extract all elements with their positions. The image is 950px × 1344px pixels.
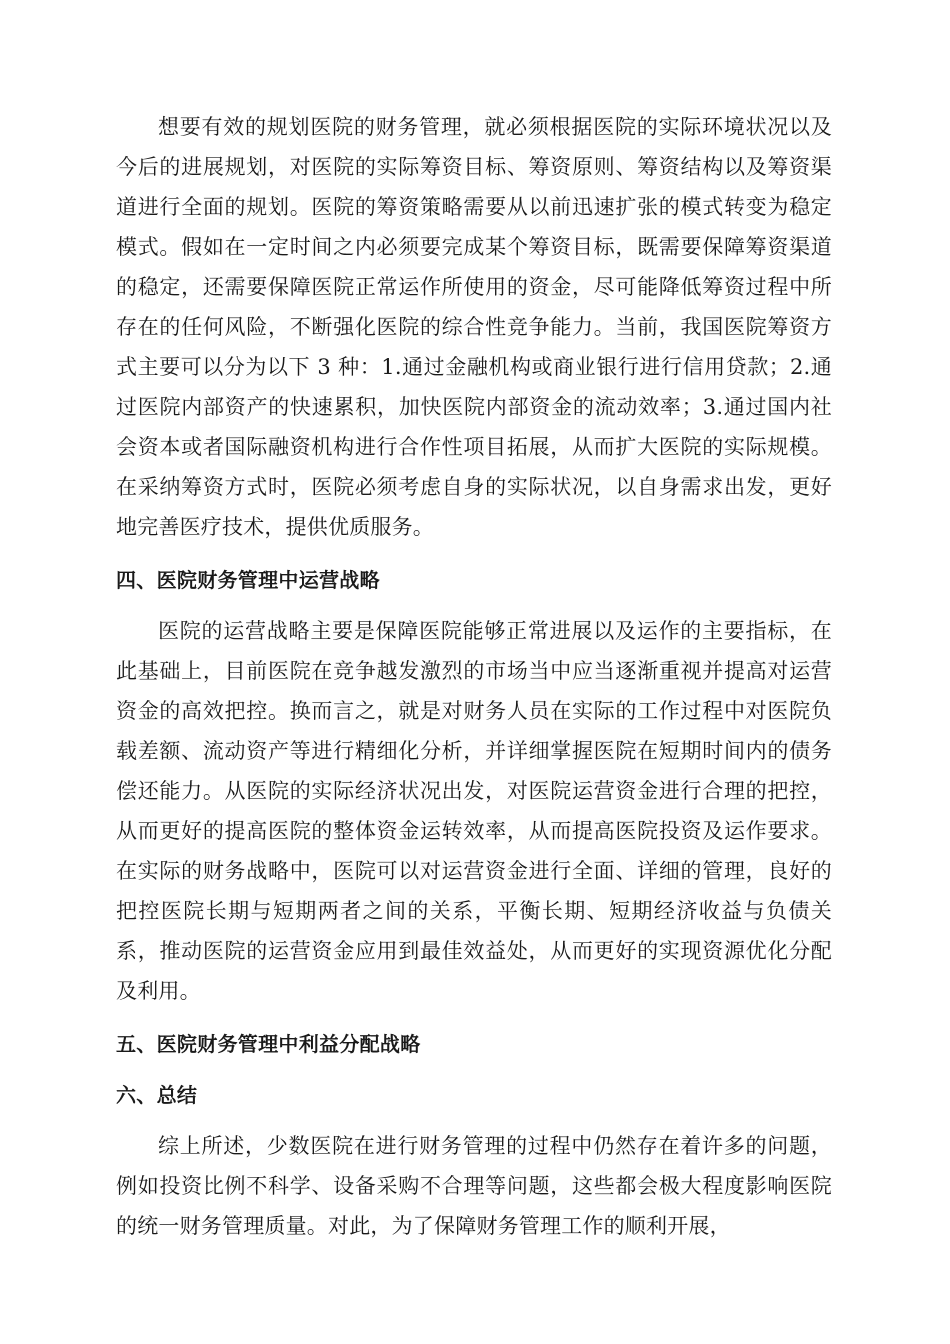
heading-summary: 六、总结 (116, 1083, 198, 1107)
paragraph-summary: 综上所述，少数医院在进行财务管理的过程中仍然存在着许多的问题，例如投资比例不科学、设备采购不合理等问题，这些都会极大程度影响医院的统一财务管理质量。对此，为了保障财务管理工作的顺利开展， (116, 1134, 832, 1238)
heading-operations-strategy: 四、医院财务管理中运营战略 (116, 568, 380, 592)
document-body (116, 107, 832, 1246)
paragraph-operations-strategy: 医院的运营战略主要是保障医院能够正常进展以及运作的主要指标，在此基础上，目前医院在竞争越发激烈的市场当中应当逐渐重视并提高对运营资金的高效把控。换而言之，就是对财务人员在实际的工作过程中对医院负载差额、流动资产等进行精细化分析，并详细掌握医院在短期时间内的债务偿还能力。从医院的实际经济状况出发，对医院运营资金进行合理的把控，从而更好的提高医院的整体资金运转效率，从而提高医院投资及运作要求。在实际的财务战略中，医院可以对运营资金进行全面、详细的管理，良好的把控医院长期与短期两者之间的关系，平衡长期、短期经济收益与负债关系，推动医院的运营资金应用到最佳效益处，从而更好的实现资源优化分配及利用。 (116, 619, 832, 1003)
paragraph-financing-strategy: 想要有效的规划医院的财务管理，就必须根据医院的实际环境状况以及今后的进展规划，对医院的实际筹资目标、筹资原则、筹资结构以及筹资渠道进行全面的规划。医院的筹资策略需要从以前迅速扩张的模式转变为稳定模式。假如在一定时间之内必须要完成某个筹资目标，既需要保障筹资渠道的稳定，还需要保障医院正常运作所使用的资金，尽可能降低筹资过程中所存在的任何风险，不断强化医院的综合性竞争能力。当前，我国医院筹资方式主要可以分为以下 3 种：1.通过金融机构或商业银行进行信用贷款；2.通过医院内部资产的快速累积，加快医院内部资金的流动效率；3.通过国内社会资本或者国际融资机构进行合作性项目拓展，从而扩大医院的实际规模。在采纳筹资方式时，医院必须考虑自身的实际状况，以自身需求出发，更好地完善医疗技术，提供优质服务。 (116, 115, 832, 539)
heading-profit-distribution: 五、医院财务管理中利益分配战略 (116, 1032, 421, 1056)
